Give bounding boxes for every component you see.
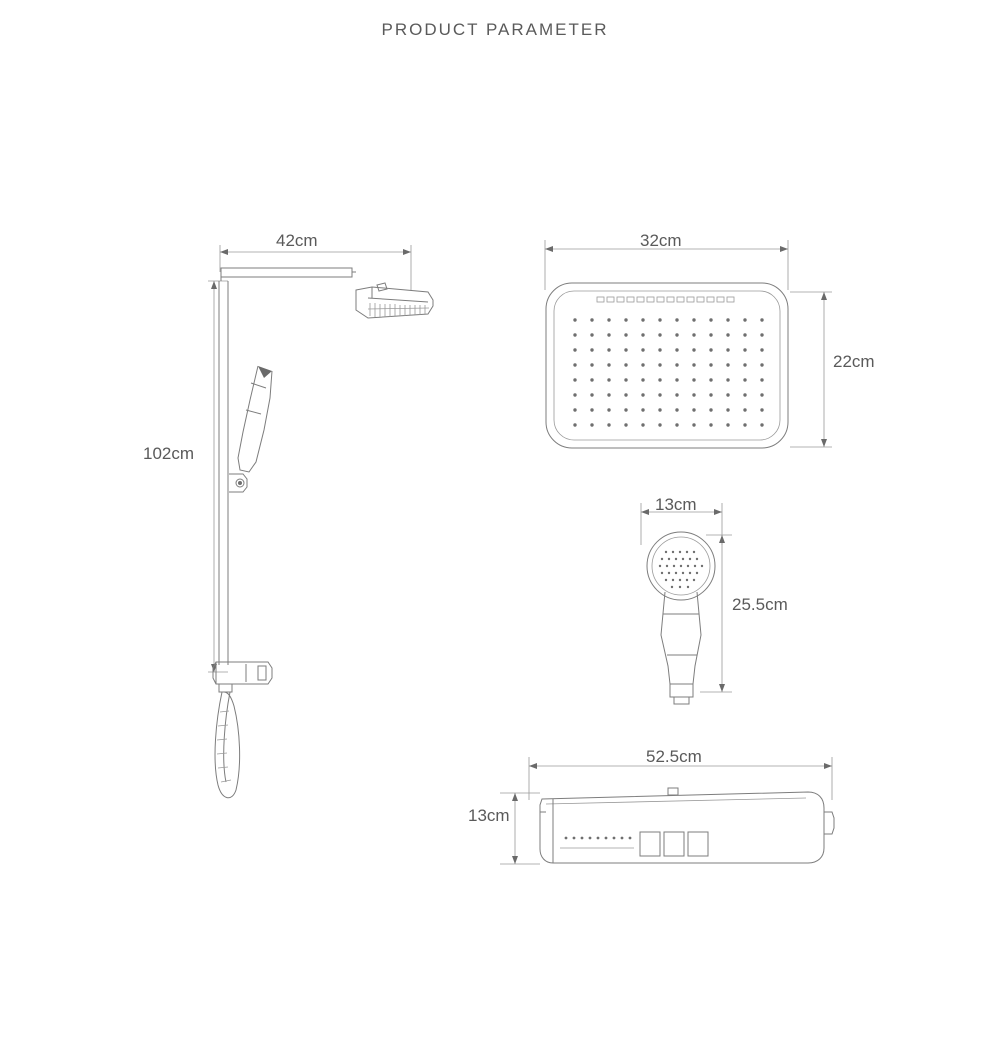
dimension-label-32cm: 32cm (640, 231, 682, 250)
dimension-label-25-5cm: 25.5cm (732, 595, 788, 614)
mixer-vent-dots (565, 837, 632, 840)
dimension-label-13cm: 13cm (655, 495, 697, 514)
shower-hose (215, 692, 240, 798)
dimension-label-22cm: 22cm (833, 352, 875, 371)
shower-column-assembly (208, 245, 433, 798)
dimension-label-42cm: 42cm (276, 231, 318, 250)
dimension-label-102cm: 102cm (143, 444, 195, 463)
dimension-label-52-5cm: 52.5cm (646, 747, 702, 766)
shower-slide-bracket (229, 474, 247, 492)
page-title: PRODUCT PARAMETER (381, 20, 609, 39)
mist-slot-row (597, 297, 734, 302)
mixer-bar-front-view (500, 757, 834, 864)
dimension-label-13cm-height: 13cm (468, 806, 510, 825)
rain-shower-head-top-view (545, 240, 832, 448)
hand-shower-on-rail (238, 366, 272, 472)
hand-shower-nozzles (659, 551, 703, 588)
nozzle-grid (573, 318, 763, 426)
mixer-valve-body (213, 662, 272, 692)
overhead-shower-head (356, 283, 433, 318)
hand-shower-front-view (641, 503, 732, 704)
